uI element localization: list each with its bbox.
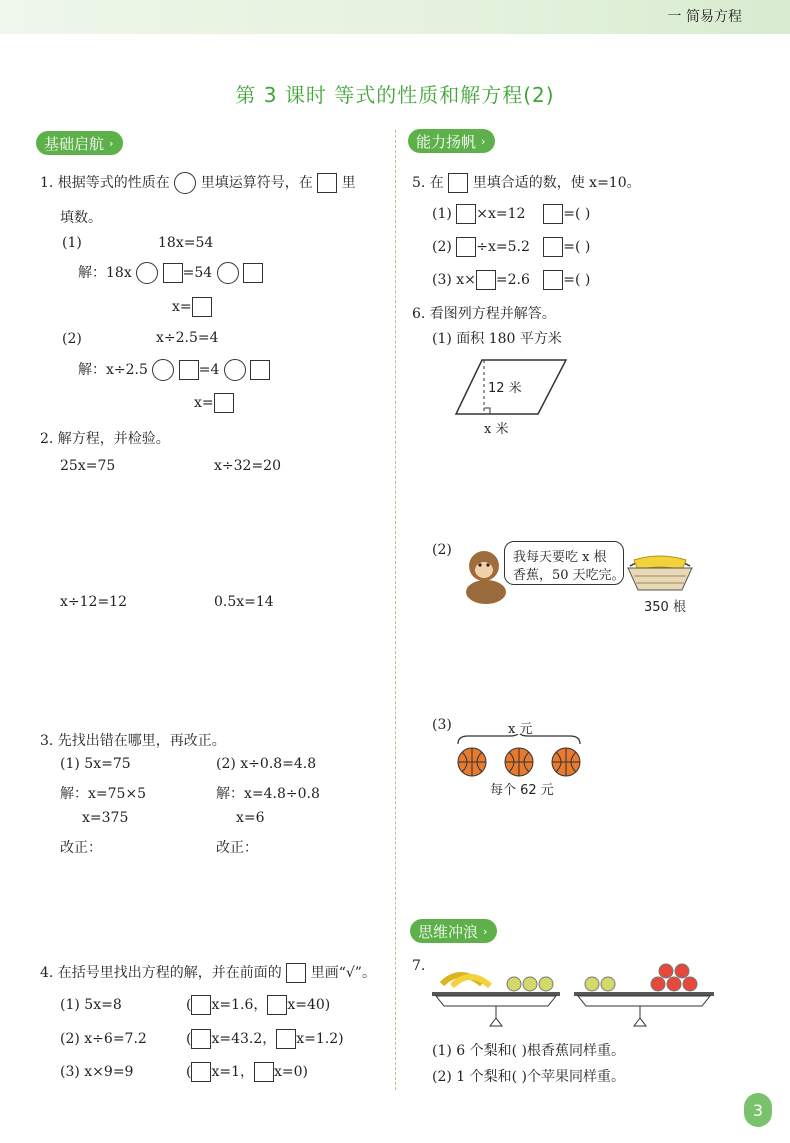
basketball-icon bbox=[458, 748, 486, 776]
answer-box[interactable] bbox=[163, 263, 183, 283]
monkey-eye bbox=[486, 563, 489, 566]
balance-scale-right bbox=[574, 964, 714, 1026]
answer-box[interactable] bbox=[317, 173, 337, 193]
chevron-right-icon: › bbox=[109, 136, 114, 150]
q6-stem: 6. 看图列方程并解答。 bbox=[412, 306, 556, 322]
answer-box[interactable] bbox=[179, 360, 199, 380]
answer-box[interactable] bbox=[286, 963, 306, 983]
unit-price-label: 每个 62 元 bbox=[490, 783, 554, 798]
q5-row3: (3) x× =2.6 =( ) bbox=[432, 272, 591, 288]
answer-box[interactable] bbox=[543, 204, 563, 224]
banana-icon bbox=[452, 977, 490, 986]
answer-box[interactable] bbox=[448, 173, 468, 193]
page-number: 3 bbox=[744, 1093, 772, 1127]
answer-box[interactable] bbox=[476, 270, 496, 290]
q4-row2-options: ( x=43.2， x=1.2) bbox=[186, 1031, 344, 1047]
badge-label: 基础启航 bbox=[44, 134, 105, 153]
pear-icon bbox=[539, 977, 553, 991]
q4-row2-equation: (2) x÷6=7.2 bbox=[60, 1031, 147, 1047]
height-label: 12 米 bbox=[488, 381, 522, 396]
q2-equation-1: 25x=75 bbox=[60, 458, 116, 474]
q7-statement-1: (1) 6 个梨和( )根香蕉同样重。 bbox=[432, 1043, 626, 1059]
q1-stem-cont: 填数。 bbox=[60, 210, 102, 226]
q1-stem: 1. 根据等式的性质在 里填运算符号，在 里 bbox=[40, 172, 356, 194]
q3-b-result: x=6 bbox=[236, 810, 265, 826]
column-divider bbox=[395, 130, 396, 1090]
apple-icon bbox=[675, 964, 689, 978]
q6-part1-label: (1) 面积 180 平方米 bbox=[432, 331, 562, 347]
monkey-body bbox=[466, 580, 506, 604]
answer-circle[interactable] bbox=[136, 262, 158, 284]
q3-stem: 3. 先找出错在哪里，再改正。 bbox=[40, 733, 226, 749]
chevron-right-icon: › bbox=[481, 134, 486, 148]
chevron-right-icon: › bbox=[483, 924, 488, 938]
apple-icon bbox=[683, 977, 697, 991]
section-badge-thinking bbox=[410, 919, 497, 943]
lesson-title: 第 3 课时 等式的性质和解方程(2) bbox=[235, 83, 555, 107]
q1-part1-equation: 18x=54 bbox=[158, 235, 214, 251]
q4-row1-equation: (1) 5x=8 bbox=[60, 997, 122, 1013]
q2-equation-2: x÷32=20 bbox=[214, 458, 281, 474]
q4-stem: 4. 在括号里找出方程的解，并在前面的 里画“√”。 bbox=[40, 965, 376, 981]
checkbox[interactable] bbox=[254, 1062, 274, 1082]
chapter-title: 一 简易方程 bbox=[667, 9, 742, 25]
q3-a-equation: (1) 5x=75 bbox=[60, 756, 131, 772]
section-badge-basic bbox=[36, 131, 123, 155]
q7-statement-2: (2) 1 个梨和( )个苹果同样重。 bbox=[432, 1069, 626, 1085]
basket bbox=[628, 568, 692, 590]
q5-row1: (1) ×x=12 =( ) bbox=[432, 206, 591, 222]
q4-row3-options: ( x=1， x=0) bbox=[186, 1064, 309, 1080]
answer-box[interactable] bbox=[543, 270, 563, 290]
checkbox[interactable] bbox=[267, 995, 287, 1015]
q4-row1-options: ( x=1.6， x=40) bbox=[186, 997, 331, 1013]
speech-line-2: 香蕉，50 天吃完。 bbox=[513, 568, 625, 583]
q5-row2: (2) ÷x=5.2 =( ) bbox=[432, 239, 591, 255]
total-price-label: x 元 bbox=[508, 722, 533, 737]
apple-icon bbox=[651, 977, 665, 991]
balance-scale-left bbox=[432, 975, 560, 1026]
checkbox[interactable] bbox=[276, 1029, 296, 1049]
basketball-group bbox=[456, 734, 582, 780]
q6-part2-label: (2) bbox=[432, 542, 452, 558]
monkey-face bbox=[475, 562, 493, 578]
q1-part2-result: x= bbox=[194, 393, 234, 413]
answer-box[interactable] bbox=[243, 263, 263, 283]
badge-label: 能力扬帆 bbox=[416, 132, 477, 151]
pear-icon bbox=[601, 977, 615, 991]
total-brace bbox=[458, 734, 580, 744]
speech-line-1: 我每天要吃 x 根 bbox=[513, 550, 607, 565]
q5-stem: 5. 在 里填合适的数，使 x=10。 bbox=[412, 175, 641, 191]
answer-box[interactable] bbox=[214, 393, 234, 413]
checkbox[interactable] bbox=[191, 1062, 211, 1082]
section-badge-ability bbox=[408, 129, 495, 153]
basketball-icon bbox=[552, 748, 580, 776]
q3-a-solution: 解：x=75×5 bbox=[60, 786, 147, 802]
answer-box[interactable] bbox=[456, 237, 476, 257]
banana-count: 350 根 bbox=[644, 600, 686, 615]
right-angle-mark bbox=[484, 408, 490, 414]
q3-b-solution: 解：x=4.8÷0.8 bbox=[216, 786, 320, 802]
q7-number: 7. bbox=[412, 958, 426, 974]
balance-scales bbox=[428, 956, 718, 1030]
pear-icon bbox=[585, 977, 599, 991]
q6-part3-label: (3) bbox=[432, 717, 452, 733]
checkbox[interactable] bbox=[191, 995, 211, 1015]
q2-equation-3: x÷12=12 bbox=[60, 594, 127, 610]
basketball-icon bbox=[505, 748, 533, 776]
monkey-eye bbox=[478, 563, 481, 566]
answer-box[interactable] bbox=[456, 204, 476, 224]
q1-part2-label: (2) bbox=[62, 331, 82, 347]
q1-part2-solution: 解：x÷2.5 =4 bbox=[78, 359, 270, 381]
q1-part1-solution: 解：18x =54 bbox=[78, 262, 263, 284]
answer-circle[interactable] bbox=[174, 172, 196, 194]
checkbox[interactable] bbox=[191, 1029, 211, 1049]
answer-circle[interactable] bbox=[152, 359, 174, 381]
q1-part2-equation: x÷2.5=4 bbox=[156, 330, 219, 346]
q3-b-equation: (2) x÷0.8=4.8 bbox=[216, 756, 317, 772]
q3-a-correction-label: 改正： bbox=[60, 840, 102, 856]
answer-circle[interactable] bbox=[224, 359, 246, 381]
apple-icon bbox=[667, 977, 681, 991]
q3-a-result: x=375 bbox=[82, 810, 129, 826]
apple-icon bbox=[659, 964, 673, 978]
q4-row3-equation: (3) x×9=9 bbox=[60, 1064, 134, 1080]
answer-box[interactable] bbox=[543, 237, 563, 257]
q1-part1-label: (1) bbox=[62, 235, 82, 251]
pear-icon bbox=[523, 977, 537, 991]
base-label: x 米 bbox=[484, 422, 509, 437]
answer-box[interactable] bbox=[192, 297, 212, 317]
q2-stem: 2. 解方程，并检验。 bbox=[40, 431, 170, 447]
q3-b-correction-label: 改正： bbox=[216, 840, 258, 856]
speech-bubble bbox=[504, 541, 624, 585]
answer-box[interactable] bbox=[250, 360, 270, 380]
pear-icon bbox=[507, 977, 521, 991]
q2-equation-4: 0.5x=14 bbox=[214, 594, 274, 610]
q1-part1-result: x= bbox=[172, 297, 212, 317]
badge-label: 思维冲浪 bbox=[418, 922, 479, 941]
banana-basket bbox=[624, 546, 696, 594]
parallelogram-figure bbox=[452, 356, 572, 436]
answer-circle[interactable] bbox=[217, 262, 239, 284]
